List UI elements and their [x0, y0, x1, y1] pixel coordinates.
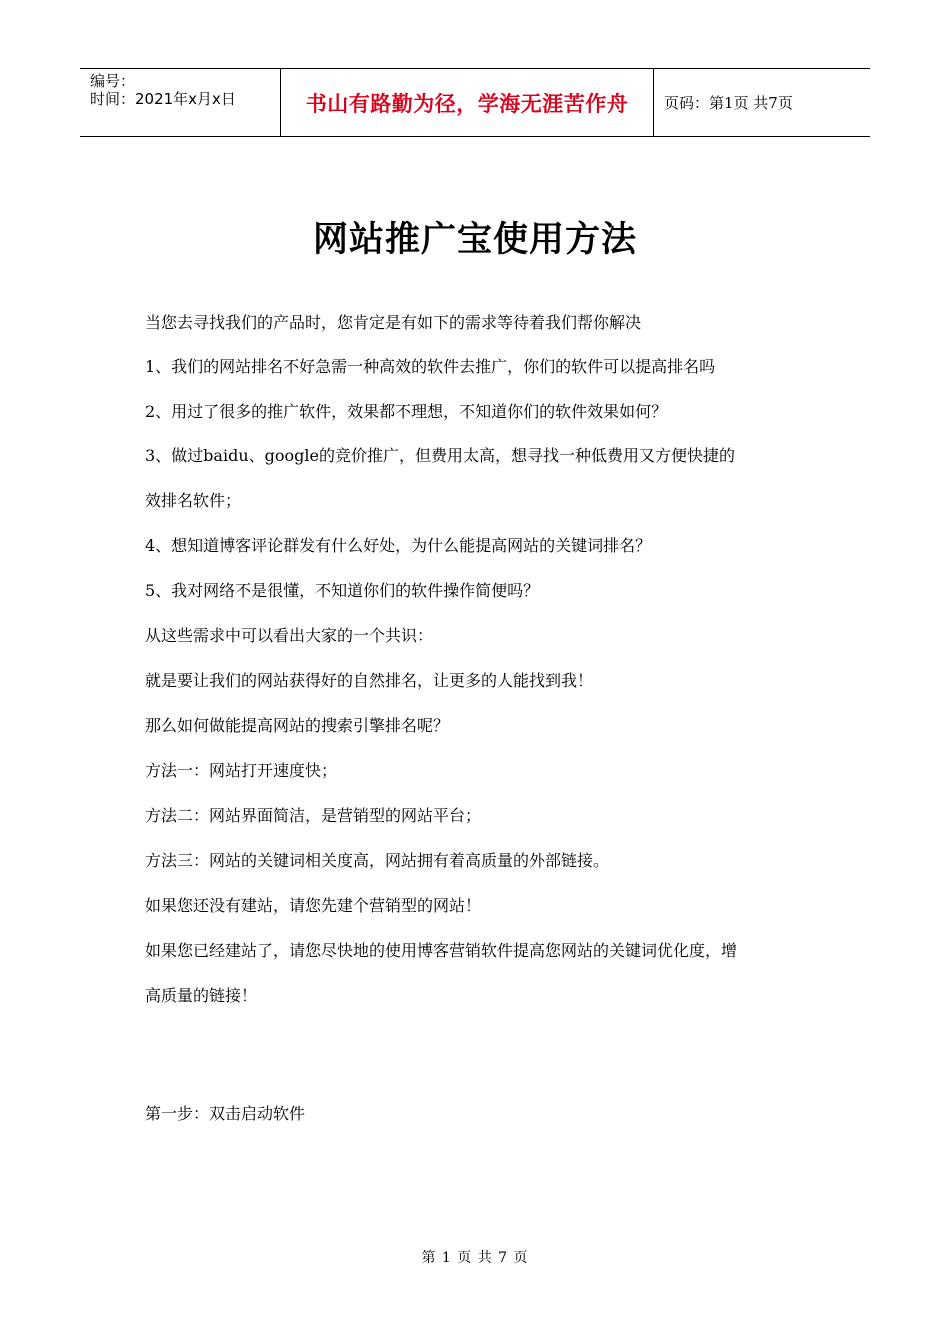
paragraph-intro: 当您去寻找我们的产品时，您肯定是有如下的需求等待着我们帮你解决: [145, 313, 642, 332]
document-header: [80, 68, 870, 137]
header-date: 时间：2021年x月x日: [90, 90, 236, 108]
paragraph-method-2: 方法二：网站界面简洁，是营销型的网站平台；: [145, 806, 482, 825]
page-footer: 第 1 页 共 7 页: [421, 1250, 529, 1266]
paragraph-has-site: 如果您已经建站了，请您尽快地的使用博客营销软件提高您网站的关键词优化度，增: [145, 941, 738, 960]
paragraph-need-2: 2、用过了很多的推广软件，效果都不理想，不知道你们的软件效果如何？: [145, 402, 668, 421]
header-page-info: 页码：第1页 共7页: [664, 94, 793, 112]
header-number: 编号：: [90, 72, 136, 90]
header-meta: [80, 69, 281, 136]
paragraph-consensus: 从这些需求中可以看出大家的一个共识：: [145, 626, 434, 645]
paragraph-step-1: 第一步：双击启动软件: [145, 1104, 306, 1123]
paragraph-goal: 就是要让我们的网站获得好的自然排名，让更多的人能找到我！: [145, 671, 594, 690]
document-title: 网站推广宝使用方法: [312, 220, 637, 260]
paragraph-question: 那么如何做能提高网站的搜索引擎排名呢？: [145, 716, 450, 735]
paragraph-method-1: 方法一：网站打开速度快；: [145, 761, 338, 780]
paragraph-no-site: 如果您还没有建站，请您先建个营销型的网站！: [145, 896, 482, 915]
paragraph-method-3: 方法三：网站的关键词相关度高，网站拥有着高质量的外部链接。: [145, 851, 610, 870]
paragraph-need-4: 4、想知道博客评论群发有什么好处，为什么能提高网站的关键词排名？: [145, 536, 652, 555]
paragraph-need-5: 5、我对网络不是很懂，不知道你们的软件操作简便吗？: [145, 581, 540, 600]
paragraph-need-3-cont: 效排名软件；: [145, 491, 242, 510]
paragraph-has-site-cont: 高质量的链接！: [145, 986, 258, 1005]
header-motto: 书山有路勤为径，学海无涯苦作舟: [281, 69, 654, 136]
paragraph-need-1: 1、我们的网站排名不好急需一种高效的软件去推广，你们的软件可以提高排名吗: [145, 357, 716, 376]
paragraph-need-3: 3、做过baidu、google的竞价推广，但费用太高，想寻找一种低费用又方便快捷的: [145, 446, 735, 465]
